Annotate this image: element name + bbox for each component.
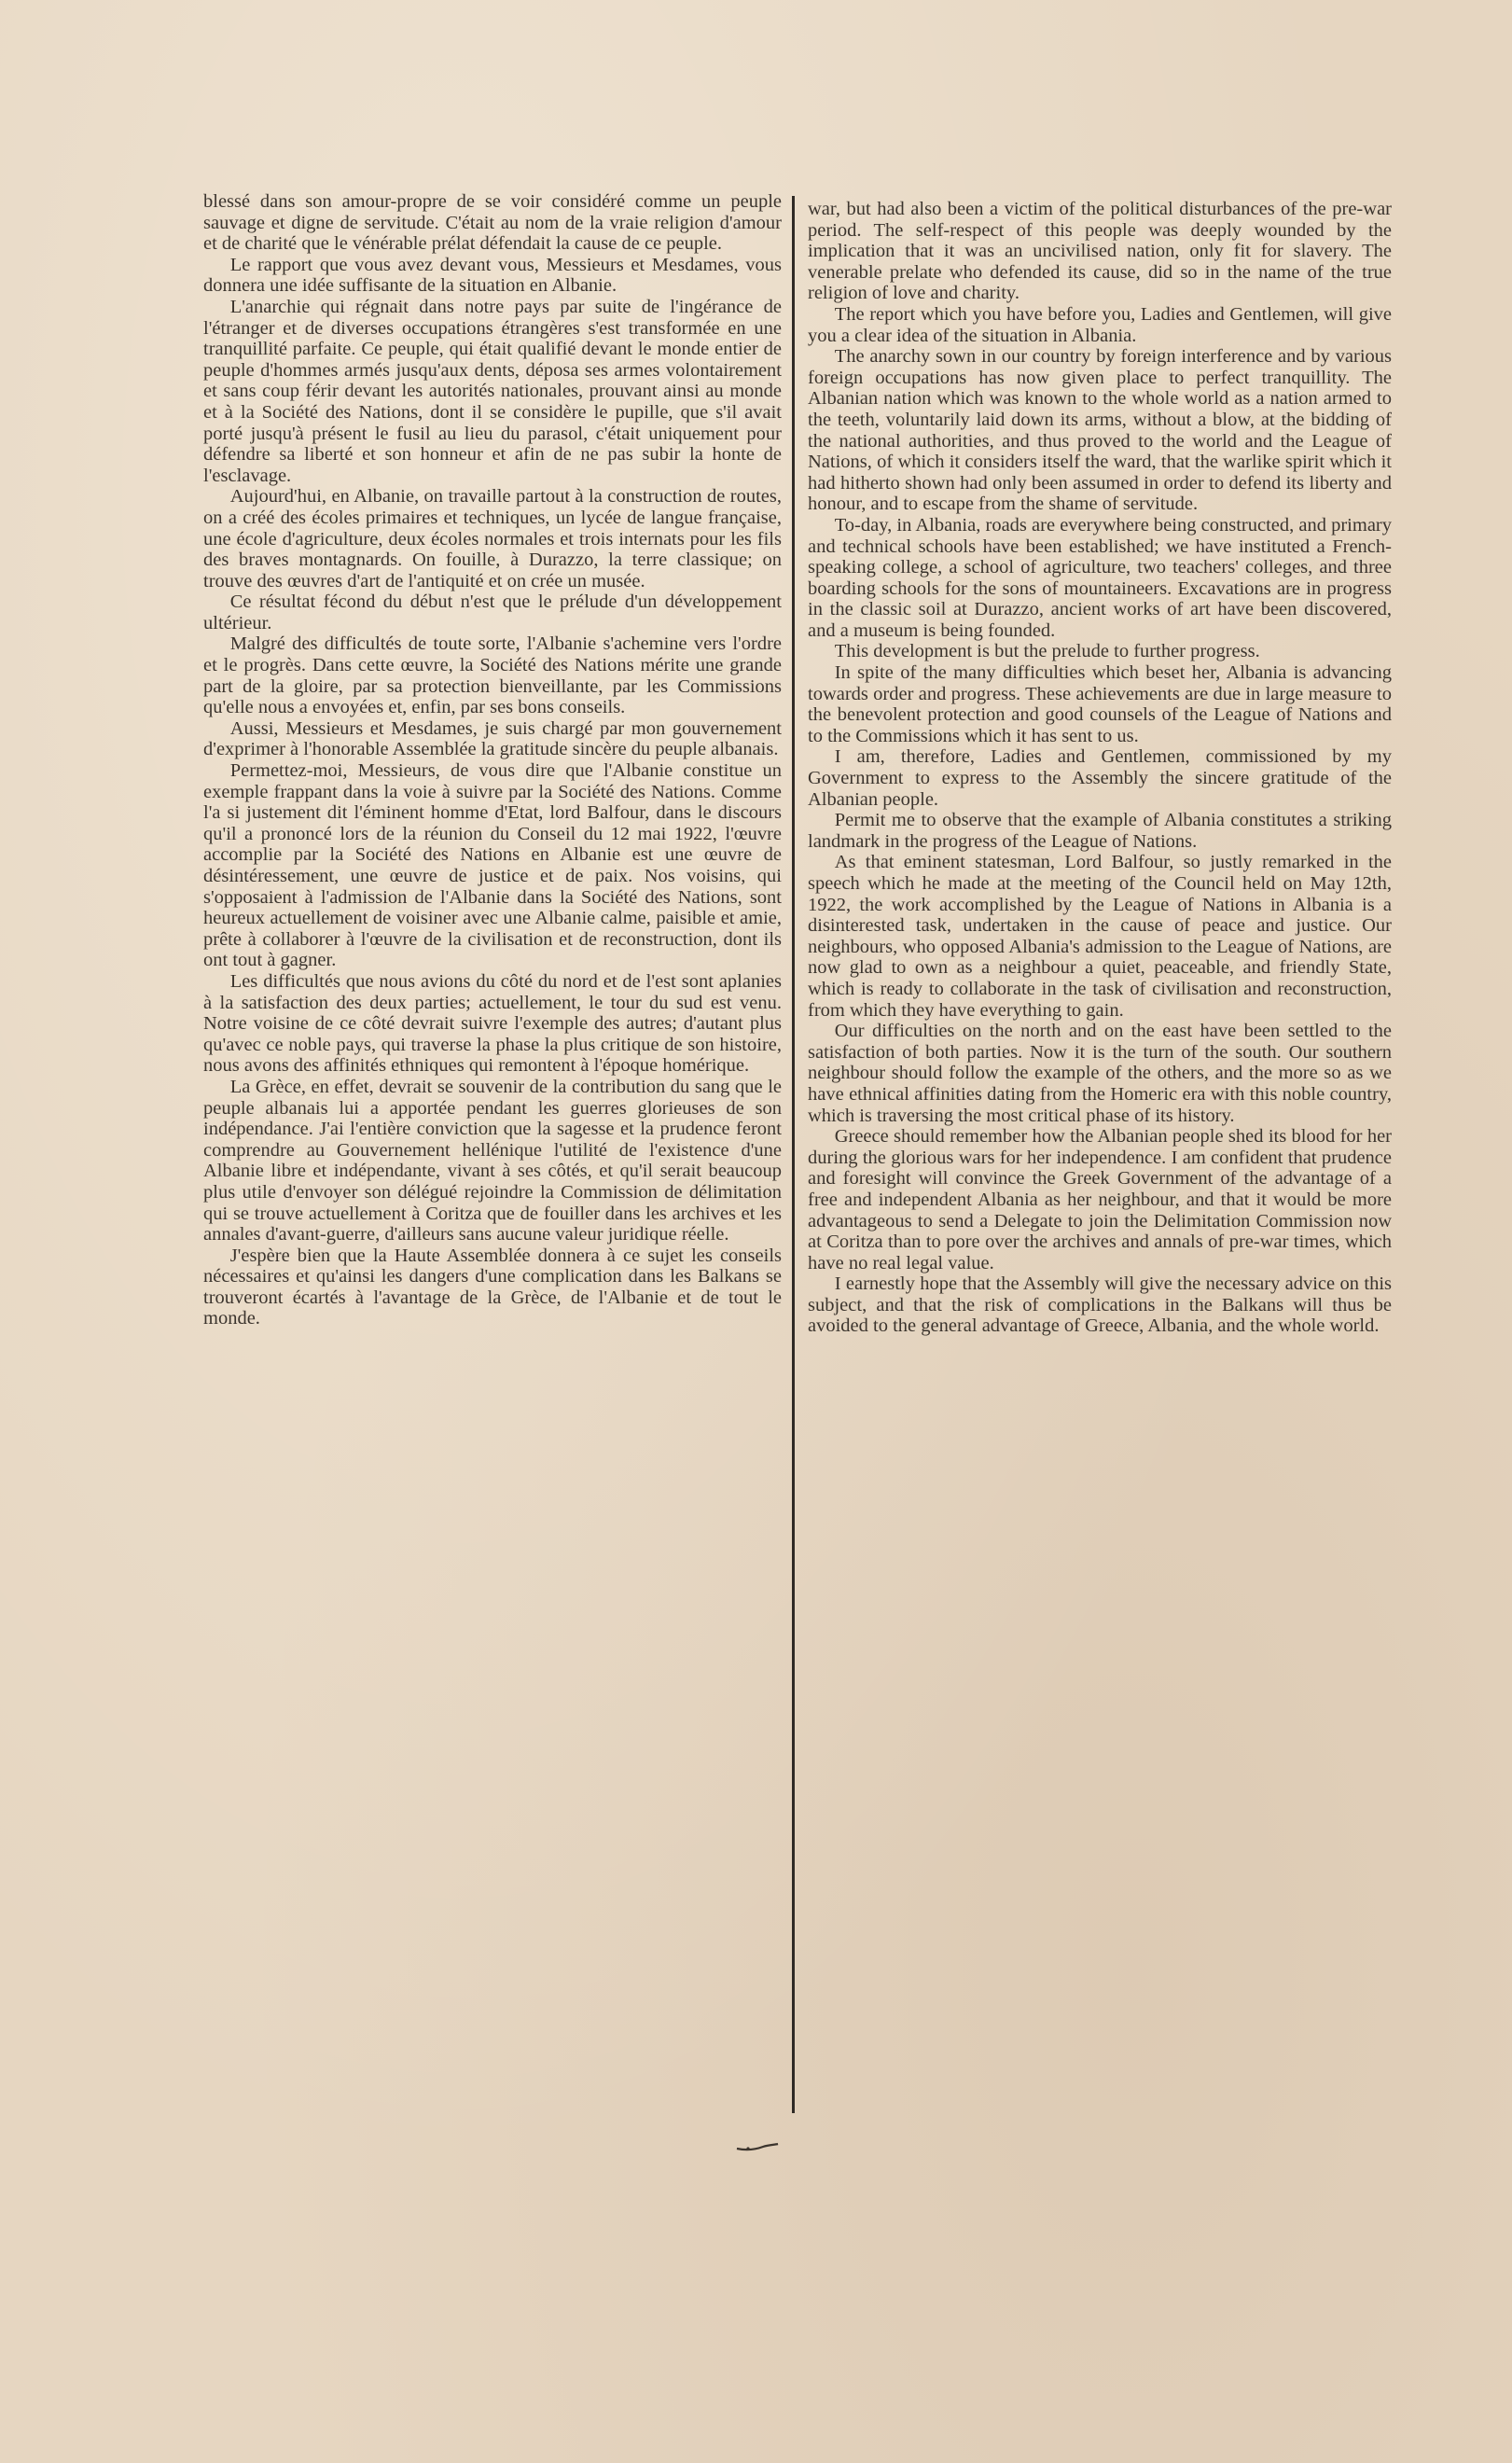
english-paragraph: Permit me to observe that the example of Albania constitutes a striking landmark in the progress of the League of Nations.: [808, 810, 1392, 852]
english-paragraph: In spite of the many difficulties which beset her, Albania is advancing towards order and progress. These achievements are due in large measure to the benevolent protection and good counsels of the League of Nations and to the Commissions which it has sent to us.: [808, 662, 1392, 746]
english-text-column: [808, 199, 1392, 1337]
french-paragraph: Les difficultés que nous avions du côté du nord et de l'est sont aplanies à la satisfaction des deux parties; actuellement, le tour du sud est venu. Notre voisine de ce côté devrait suivre l'exemple des autres; d'autant plus qu'avec ce noble pays, qui traverse la phase la plus critique de son histoire, nous avons des affinités ethniques qui remontent à l'époque homérique.: [203, 970, 782, 1077]
english-paragraph: This development is but the prelude to further progress.: [834, 641, 1260, 662]
french-paragraph: Aujourd'hui, en Albanie, on travaille partout à la construction de routes, on a créé des écoles primaires et techniques, un lycée de langue française, une école d'agriculture, deux écoles normales et trois internats pour les fils des braves montagnards. On fouille, à Durazzo, la terre classique; on trouve des œuvres d'art de l'antiquité et on crée un musée.: [203, 486, 782, 591]
french-paragraph: blessé dans son amour-propre de se voir considéré comme un peuple sauvage et digne de servitude. C'était au nom de la vraie religion d'amour et de charité que le vénérable prélat défendait la cause de ce peuple.: [203, 191, 782, 255]
french-paragraph: Le rapport que vous avez devant vous, Messieurs et Mesdames, vous donnera une idée suffisante de la situation en Albanie.: [203, 254, 782, 297]
french-paragraph: J'espère bien que la Haute Assemblée donnera à ce sujet les conseils nécessaires et qu'ainsi les dangers d'une complication dans les Balkans se trouveront écartés à l'avantage de la Grèce, de l'Albanie et de tout le monde.: [203, 1245, 782, 1329]
english-paragraph: Greece should remember how the Albanian people shed its blood for her during the glorious wars for her independence. I am confident that prudence and foresight will convince the Greek Government of the advantage of a free and independent Albania as her neighbour, and that it would be more advantageous to send a Delegate to join the Delimitation Commission now at Coritza than to pore over the archives and annals of pre-war times, which have no real legal value.: [808, 1126, 1392, 1273]
english-paragraph: I earnestly hope that the Assembly will give the necessary advice on this subject, and that the risk of complications in the Balkans will thus be avoided to the general advantage of Greece, Albania, and the whole world.: [808, 1273, 1392, 1337]
french-paragraph: L'anarchie qui régnait dans notre pays par suite de l'ingérance de l'étranger et de diverses occupations étrangères s'est transformée en une tranquillité parfaite. Ce peuple, qui était qualifié devant le monde entier de peuple d'hommes armés jusqu'aux dents, déposa ses armes volontairement et sans coup férir devant les autorités nationales, prouvant ainsi au monde et à la Société des Nations, dont il se considère le pupille, que s'il avait porté jusqu'à présent le fusil au lieu du parasol, c'était uniquement pour défendre sa liberté et son honneur et afin de ne pas subir la honte de l'esclavage.: [203, 296, 782, 486]
french-text-column: [203, 191, 782, 1329]
french-paragraph: Aussi, Messieurs et Mesdames, je suis chargé par mon gouvernement d'exprimer à l'honorable Assemblée la gratitude sincère du peuple albanais.: [203, 717, 782, 760]
english-paragraph: To-day, in Albania, roads are everywhere being constructed, and primary and technical schools have been established; we have instituted a French-speaking college, a school of agriculture, two teachers' colleges, and three boarding schools for the sons of mountaineers. Excavations are in progress in the classic soil at Durazzo, ancient works of art have been discovered, and a museum is being founded.: [808, 514, 1392, 641]
end-ornament-icon: [735, 2142, 780, 2151]
column-divider-rule: [792, 196, 795, 2113]
english-paragraph: I am, therefore, Ladies and Gentlemen, commissioned by my Government to express to the Assembly the sincere gratitude of the Albanian people.: [808, 746, 1392, 810]
english-paragraph: As that eminent statesman, Lord Balfour, so justly remarked in the speech which he made at the meeting of the Council held on May 12th, 1922, the work accomplished by the League of Nations in Albania is a disinterested task, undertaken in the cause of peace and justice. Our neighbours, who opposed Albania's admission to the League of Nations, are now glad to own as a neighbour a quiet, peaceable, and friendly State, which is ready to collaborate in the task of civilisation and reconstruction, from which they have everything to gain.: [808, 852, 1392, 1021]
english-paragraph: Our difficulties on the north and on the east have been settled to the satisfaction of both parties. Now it is the turn of the south. Our southern neighbour should follow the example of the others, and the more so as we have ethnical affinities dating from the Homeric era with this noble country, which is traversing the most critical phase of its history.: [808, 1021, 1392, 1126]
english-paragraph: The anarchy sown in our country by foreign interference and by various foreign occupations has now given place to perfect tranquillity. The Albanian nation which was known to the whole world as a nation armed to the teeth, voluntarily laid down its arms, without a blow, at the bidding of the national authorities, and thus proved to the world and the League of Nations, of which it considers itself the ward, that the warlike spirit which it had hitherto shown had only been assumed in order to defend its liberty and honour, and to escape from the shame of servitude.: [808, 346, 1392, 515]
french-paragraph: Malgré des difficultés de toute sorte, l'Albanie s'achemine vers l'ordre et le progrès. Dans cette œuvre, la Société des Nations mérite une grande part de la gloire, par sa protection bienveillante, par les Commissions qu'elle nous a envoyées et, enfin, par ses bons conseils.: [203, 633, 782, 718]
english-paragraph: war, but had also been a victim of the political disturbances of the pre-war period. The self-respect of this people was deeply wounded by the implication that it was an uncivilised nation, only fit for slavery. The venerable prelate who defended its cause, did so in the name of the true religion of love and charity.: [808, 199, 1392, 304]
english-paragraph: The report which you have before you, Ladies and Gentlemen, will give you a clear idea of the situation in Albania.: [808, 303, 1392, 346]
french-paragraph: La Grèce, en effet, devrait se souvenir de la contribution du sang que le peuple albanais lui a apportée pendant les guerres glorieuses de son indépendance. J'ai l'entière conviction que la sagesse et la prudence feront comprendre au Gouvernement hellénique l'utilité de l'existence d'une Albanie libre et indépendante, vivant à ses côtés, et qu'il serait beaucoup plus utile d'envoyer son délégué rejoindre la Commission de délimitation qui se trouve actuellement à Coritza que de fouiller dans les archives et les annales d'avant-guerre, d'ailleurs sans aucune valeur juridique réelle.: [203, 1076, 782, 1245]
french-paragraph: Permettez-moi, Messieurs, de vous dire que l'Albanie constitue un exemple frappant dans la voie à suivre par la Société des Nations. Comme l'a si justement dit l'éminent homme d'Etat, lord Balfour, dans le discours qu'il a prononcé lors de la réunion du Conseil du 12 mai 1922, l'œuvre accomplie par la Société des Nations en Albanie est une œuvre de désintéressement, une œuvre de justice et de paix. Nos voisins, qui s'opposaient à l'admission de l'Albanie dans la Société des Nations, sont heureux actuellement de voisiner avec une Albanie calme, paisible et amie, prête à collaborer à l'œuvre de la civilisation et de reconstruction, dont ils ont tout à gagner.: [203, 760, 782, 971]
french-paragraph: Ce résultat fécond du début n'est que le prélude d'un développement ultérieur.: [203, 591, 782, 633]
